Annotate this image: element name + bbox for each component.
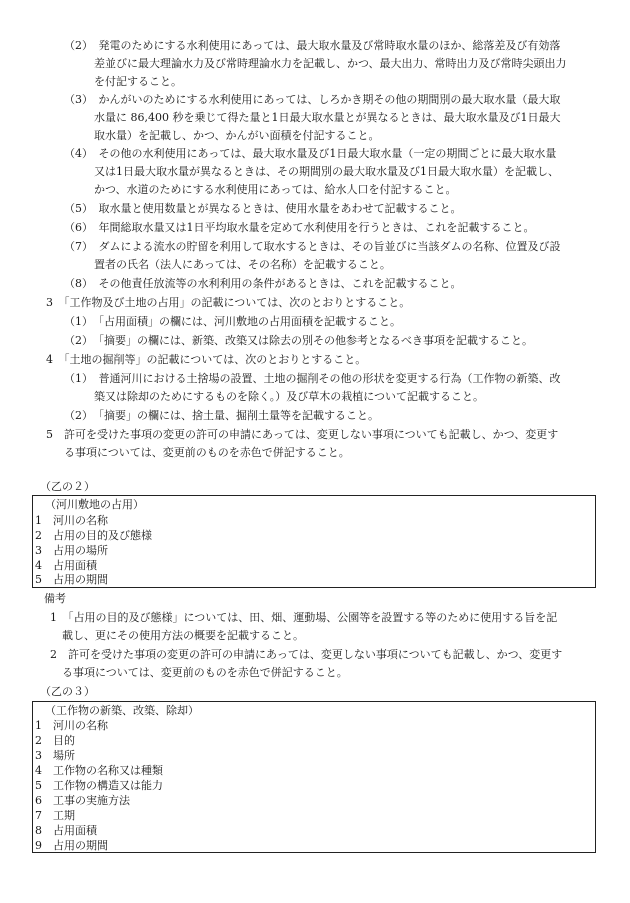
item-6: （6） 年間総取水量又は1日平均取水量を定めて水利使用を行うときは、これを記載すること。 xyxy=(64,221,535,234)
item-3-line-1: （3） かんがいのためにする水利使用にあっては、しろかき期その他の期間別の最大取水量（最大取 xyxy=(64,93,561,106)
item-4-line-3: かつ、水道のためにする水利使用にあっては、給水人口を付記すること。 xyxy=(94,183,457,196)
form-3-item-5: 5 工作物の構造又は能力 xyxy=(35,779,163,792)
item-3-line-2: 水量に 86,400 秒を乗じて得た量と1日最大取水量とが異なるときは、最大取水量及び1日最大 xyxy=(94,111,561,124)
section-4: 4 「土地の掘削等」の記載については、次のとおりとすること。 xyxy=(46,353,367,366)
item-8: （8） その他責任放流等の水利利用の条件があるときは、これを記載すること。 xyxy=(64,277,462,290)
item-7-line-1: （7） ダムによる流水の貯留を利用して取水するときは、その旨並びに当該ダムの名称、位置及び設 xyxy=(64,240,561,253)
note-2-line-2: る事項については、変更前のものを赤色で併記すること。 xyxy=(62,666,348,679)
section-4-item-2: （2） 「摘要」の欄には、捨土量、掘削土量等を記載すること。 xyxy=(64,409,379,422)
form-3-item-2: 2 目的 xyxy=(35,734,75,747)
item-4-line-2: 又は1日最大取水量が異なるときは、その期間別の最大取水量及び1日最大取水量）を記載し、 xyxy=(94,165,559,178)
form-3-item-9: 9 占用の期間 xyxy=(35,839,108,852)
form-2-heading: （河川敷地の占用） xyxy=(45,498,144,511)
form-3-item-7: 7 工期 xyxy=(35,809,75,822)
form-3-item-4: 4 工作物の名称又は種類 xyxy=(35,764,163,777)
form-2-item-5: 5 占用の期間 xyxy=(35,573,108,586)
form-2-item-4: 4 占用面積 xyxy=(35,559,97,572)
section-3-item-2: （2） 「摘要」の欄には、新築、改築又は除去の別その他参考となるべき事項を記載すること。 xyxy=(64,334,533,347)
form-3-item-8: 8 占用面積 xyxy=(35,824,97,837)
form-3-item-3: 3 場所 xyxy=(35,749,75,762)
form-2-item-3: 3 占用の場所 xyxy=(35,544,108,557)
section-4-item-1-line-2: 築又は除却のためにするものを除く。）及び草木の栽植について記載すること。 xyxy=(94,390,485,403)
item-5: （5） 取水量と使用数量とが異なるときは、使用水量をあわせて記載すること。 xyxy=(64,202,462,215)
section-5-line-2: る事項については、変更前のものを赤色で併記すること。 xyxy=(64,446,350,459)
note-1-line-2: 載し、更にその使用方法の概要を記載すること。 xyxy=(62,629,304,642)
form-2-item-2: 2 占用の目的及び態様 xyxy=(35,529,152,542)
form-3-label: （乙の３） xyxy=(40,685,95,698)
section-3: 3 「工作物及び土地の占用」の記載については、次のとおりとすること。 xyxy=(46,296,411,309)
item-2-line-2: 差並びに最大理論水力及び常時理論水力を記載し、かつ、最大出力、常時出力及び常時尖頭出力 xyxy=(94,57,567,70)
form-2-box xyxy=(32,495,596,588)
form-3-box xyxy=(32,701,596,853)
notes-label: 備考 xyxy=(44,592,66,605)
form-2-item-1: 1 河川の名称 xyxy=(35,514,108,527)
form-3-item-1: 1 河川の名称 xyxy=(35,719,108,732)
item-2-line-1: （2） 発電のためにする水利使用にあっては、最大取水量及び常時取水量のほか、総落差及び有効落 xyxy=(64,39,561,52)
item-7-line-2: 置者の氏名（法人にあっては、その名称）を記載すること。 xyxy=(94,258,391,271)
section-3-item-1: （1） 「占用面積」の欄には、河川敷地の占用面積を記載すること。 xyxy=(64,315,401,328)
note-1-line-1: 1 「占用の目的及び態様」については、田、畑、運動場、公園等を設置する等のために使用する旨を記 xyxy=(50,611,558,624)
item-4-line-1: （4） その他の水利使用にあっては、最大取水量及び1日最大取水量（一定の期間ごとに最大取水量 xyxy=(64,147,557,160)
form-3-heading: （工作物の新築、改築、除却） xyxy=(45,704,199,717)
form-3-item-6: 6 工事の実施方法 xyxy=(35,794,130,807)
form-2-label: （乙の２） xyxy=(40,480,95,493)
section-5-line-1: 5 許可を受けた事項の変更の許可の申請にあっては、変更しない事項についても記載し、かつ、変更す xyxy=(46,428,559,441)
item-3-line-3: 取水量）を記載し、かつ、かんがい面積を付記すること。 xyxy=(94,129,380,142)
note-2-line-1: 2 許可を受けた事項の変更の許可の申請にあっては、変更しない事項についても記載し、かつ、変更す xyxy=(50,648,563,661)
item-2-line-3: を付記すること。 xyxy=(94,75,182,88)
section-4-item-1-line-1: （1） 普通河川における土捨場の設置、土地の掘削その他の形状を変更する行為（工作物の新築、改 xyxy=(64,372,561,385)
